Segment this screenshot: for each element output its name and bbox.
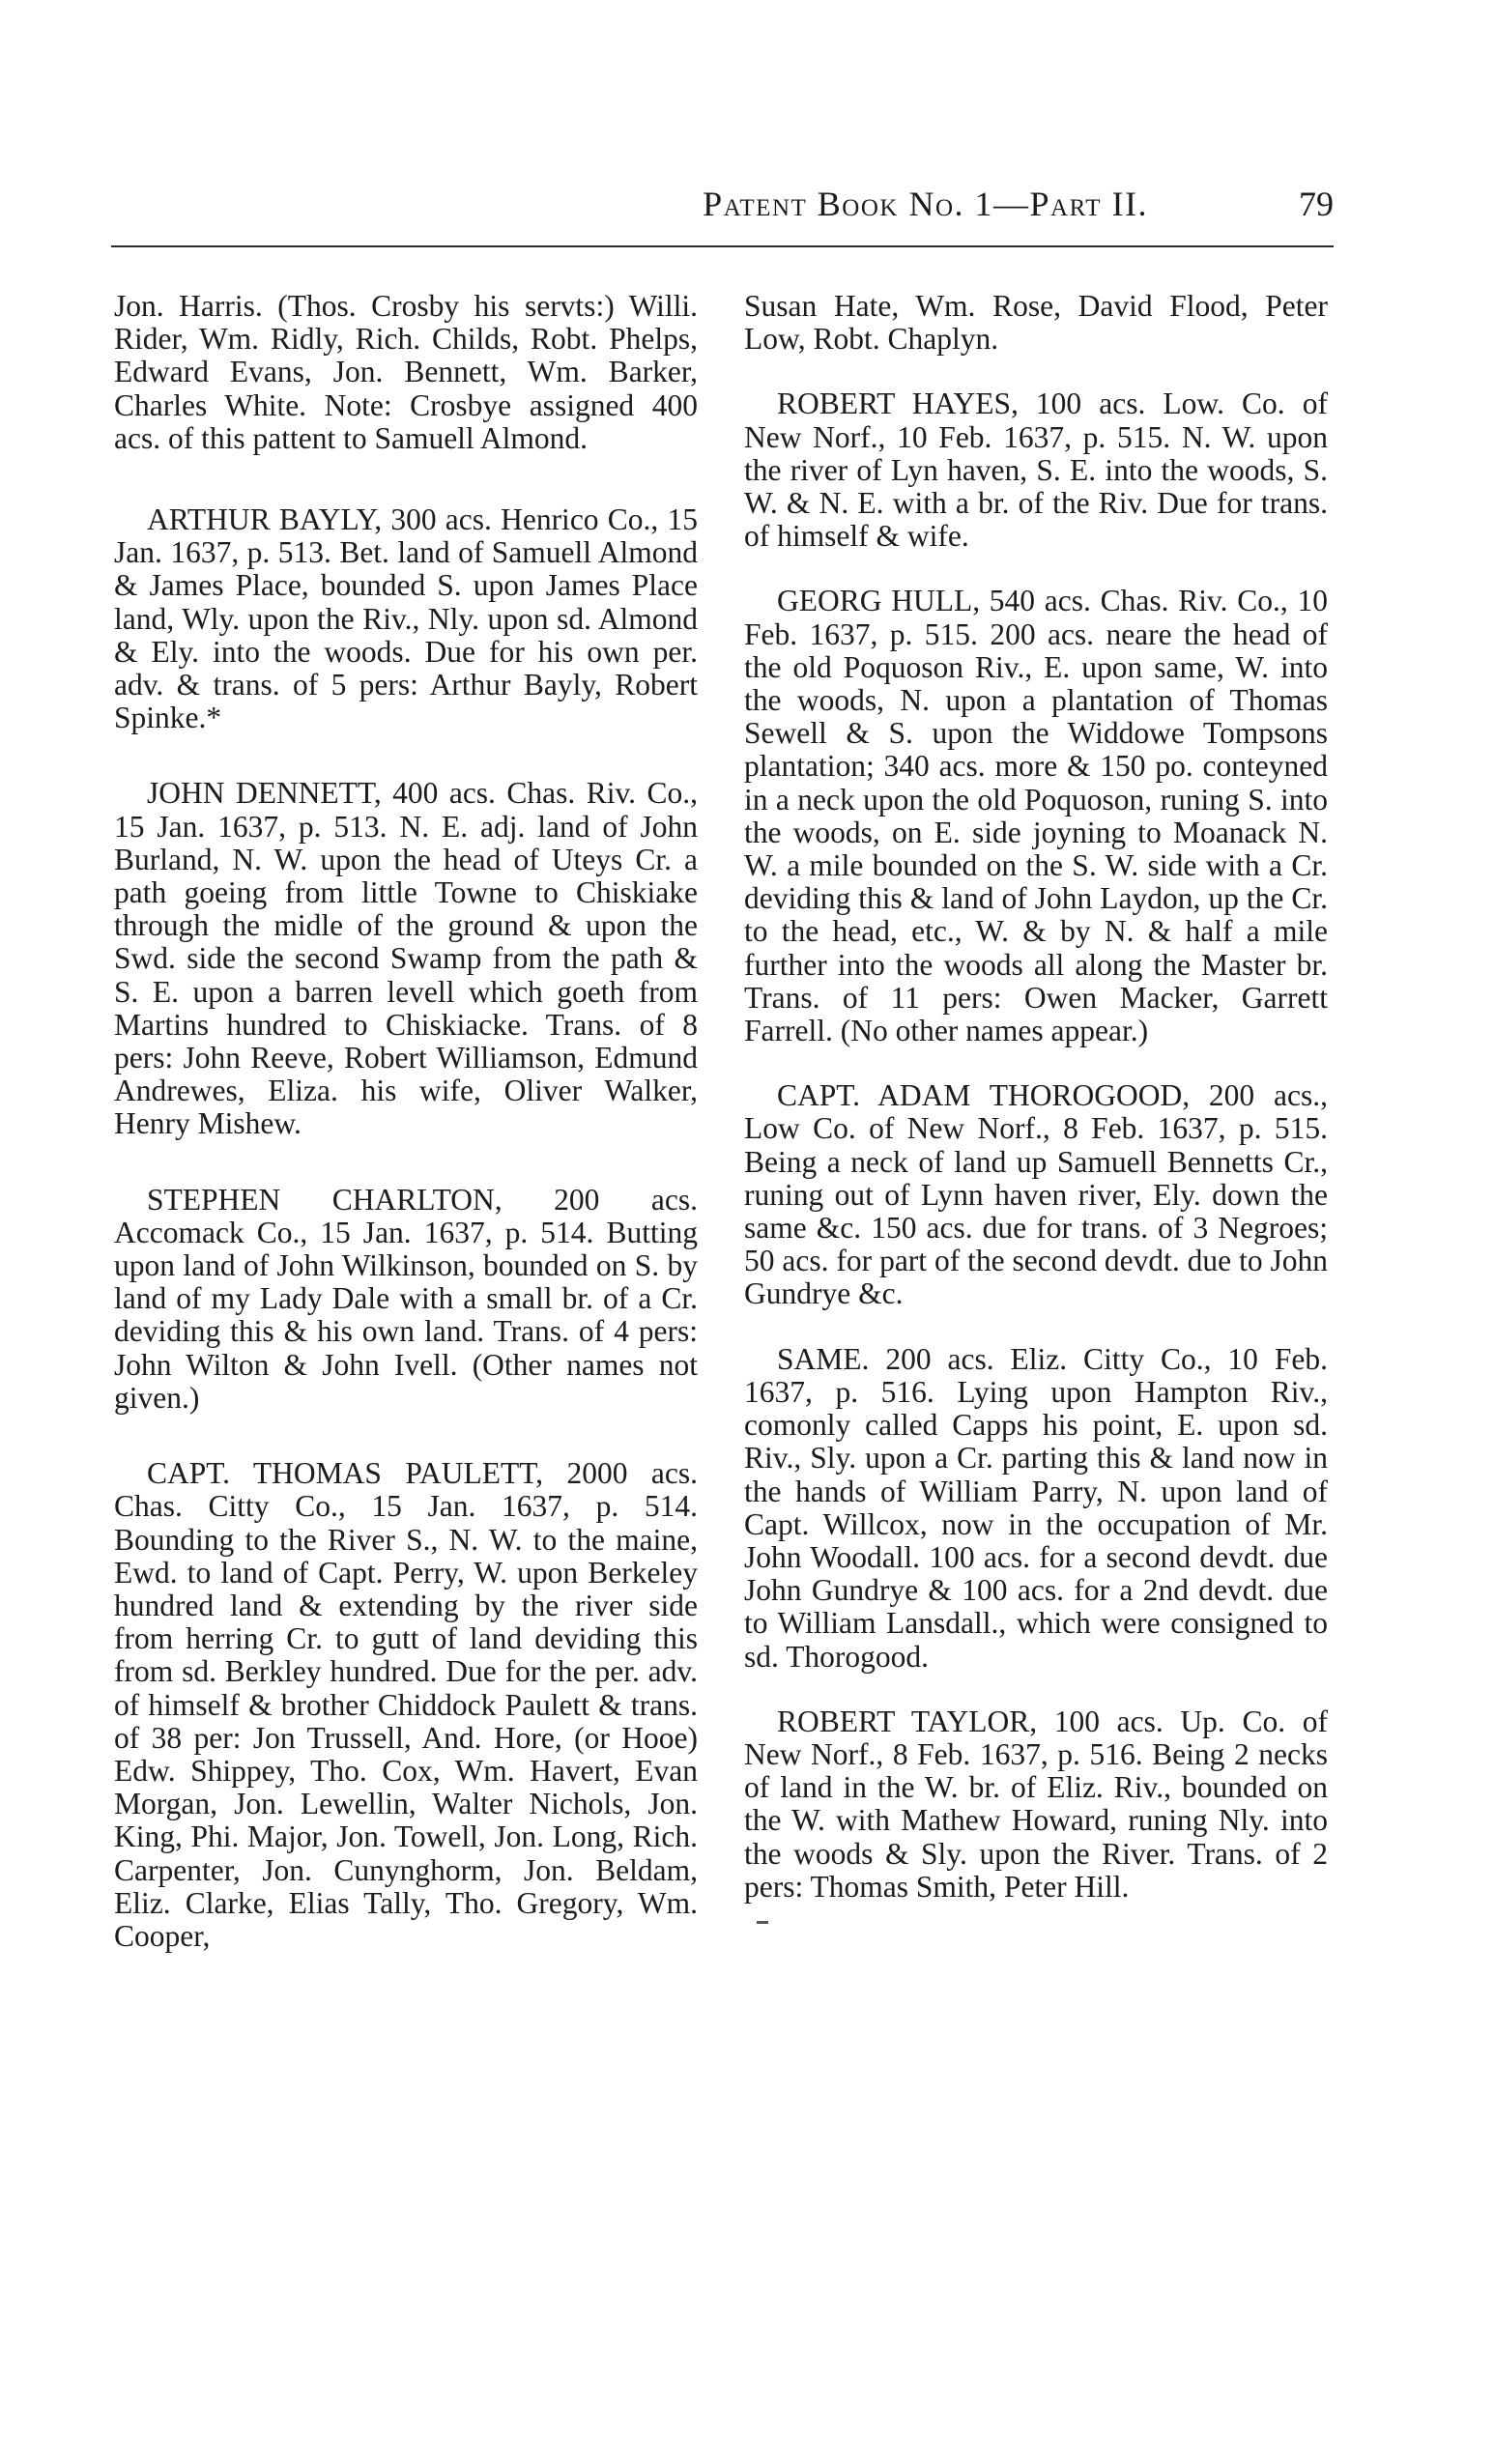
patent-entry-robert-taylor: ROBERT TAYLOR, 100 acs. Up. Co. of New Norf., 8 Feb. 1637, p. 516. Being 2 necks of land in the W. br. of Eliz. Riv., bounded on the W. with Mathew Howard, runing Nly. into the woods & Sly. upon the River. Trans. of 2 pers: Thomas Smith, Peter Hill. (744, 1704, 1328, 1904)
patent-entry-john-dennett: JOHN DENNETT, 400 acs. Chas. Riv. Co., 15 Jan. 1637, p. 513. N. E. adj. land of John Burland, N. W. upon the head of Uteys Cr. a path goeing from little Towne to Chiskiake through the midle of the ground & upon the Swd. side the second Swamp from the path & S. E. upon a barren levell which goeth from Martins hundred to Chiskiacke. Trans. of 8 pers: John Reeve, Robert Williamson, Edmund Andrewes, Eliza. his wife, Oliver Walker, Henry Mishew. (114, 776, 698, 1141)
patent-entry-stephen-charlton: STEPHEN CHARLTON, 200 acs. Accomack Co., 15 Jan. 1637, p. 514. Butting upon land of John Wilkinson, bounded on S. by land of my Lady Dale with a small br. of a Cr. deviding this & his own land. Trans. of 4 pers: John Wilton & John Ivell. (Other names not given.) (114, 1182, 698, 1415)
continued-entry-text: Susan Hate, Wm. Rose, David Flood, Peter Low, Robt. Chaplyn. (744, 289, 1328, 357)
patent-entry-adam-thorogood: CAPT. ADAM THOROGOOD, 200 acs., Low Co. of New Norf., 8 Feb. 1637, p. 515. Being a neck of land up Samuell Bennetts Cr., runing out of Lynn haven river, Ely. down the same &c. 150 acs. due for trans. of 3 Negroes; 50 acs. for part of the second devdt. due to John Gundrye &c. (744, 1078, 1328, 1311)
print-mark (757, 1921, 768, 1924)
patent-entry-arthur-bayly: ARTHUR BAYLY, 300 acs. Henrico Co., 15 Jan. 1637, p. 513. Bet. land of Samuell Almond & James Place, bounded S. upon James Place land, Wly. upon the Riv., Nly. upon sd. Almond & Ely. into the woods. Due for his own per. adv. & trans. of 5 pers: Arthur Bayly, Robert Spinke.* (114, 502, 698, 735)
right-column (744, 290, 1328, 1904)
header-rule (111, 245, 1334, 247)
running-title: Patent Book No. 1—Part II. (703, 185, 1148, 223)
patent-entry-same: SAME. 200 acs. Eliz. Citty Co., 10 Feb. 1637, p. 516. Lying upon Hampton Riv., comonly called Capps his point, E. upon sd. Riv., Sly. upon a Cr. parting this & land now in the hands of William Parry, N. upon land of Capt. Willcox, now in the occupation of Mr. John Woodall. 100 acs. for a second devdt. due John Gundrye & 100 acs. for a 2nd devdt. due to William Lansdall., which were consigned to sd. Thorogood. (744, 1341, 1328, 1674)
patent-entry-georg-hull: GEORG HULL, 540 acs. Chas. Riv. Co., 10 Feb. 1637, p. 515. 200 acs. neare the head of the old Poquoson Riv., E. upon same, W. into the woods, N. upon a plantation of Thomas Sewell & S. upon the Widdowe Tompsons plantation; 340 acs. more & 150 po. conteyned in a neck upon the old Poquoson, runing S. into the woods, on E. side joyning to Moanack N. W. a mile bounded on the S. W. side with a Cr. deviding this & land of John Laydon, up the Cr. to the head, etc., W. & by N. & half a mile further into the woods all along the Master br. Trans. of 11 pers: Owen Macker, Garrett Farrell. (No other names appear.) (744, 584, 1328, 1048)
patent-entry-thomas-paulett: CAPT. THOMAS PAULETT, 2000 acs. Chas. Citty Co., 15 Jan. 1637, p. 514. Bounding to the River S., N. W. to the maine, Ewd. to land of Capt. Perry, W. upon Berkeley hundred land & extending by the river side from herring Cr. to gutt of land deviding this from sd. Berkley hundred. Due for the per. adv. of himself & brother Chiddock Paulett & trans. of 38 per: Jon Trussell, And. Hore, (or Hooe) Edw. Shippey, Tho. Cox, Wm. Havert, Evan Morgan, Jon. Lewellin, Walter Nichols, Jon. King, Phi. Major, Jon. Towell, Jon. Long, Rich. Carpenter, Jon. Cunynghorm, Jon. Beldam, Eliz. Clarke, Elias Tally, Tho. Gregory, Wm. Cooper, (114, 1456, 698, 1953)
continued-entry-text: Jon. Harris. (Thos. Crosby his servts:) Willi. Rider, Wm. Ridly, Rich. Childs, Robt. Phelps, Edward Evans, Jon. Bennett, Wm. Barker, Charles White. Note: Crosbye assigned 400 acs. of this pattent to Samuell Almond. (114, 289, 698, 455)
patent-entry-robert-hayes: ROBERT HAYES, 100 acs. Low. Co. of New Norf., 10 Feb. 1637, p. 515. N. W. upon the river of Lyn haven, S. E. into the woods, S. W. & N. E. with a br. of the Riv. Due for trans. of himself & wife. (744, 387, 1328, 554)
running-head (111, 184, 1334, 242)
page-number: 79 (1299, 185, 1334, 223)
left-column (114, 290, 698, 1953)
